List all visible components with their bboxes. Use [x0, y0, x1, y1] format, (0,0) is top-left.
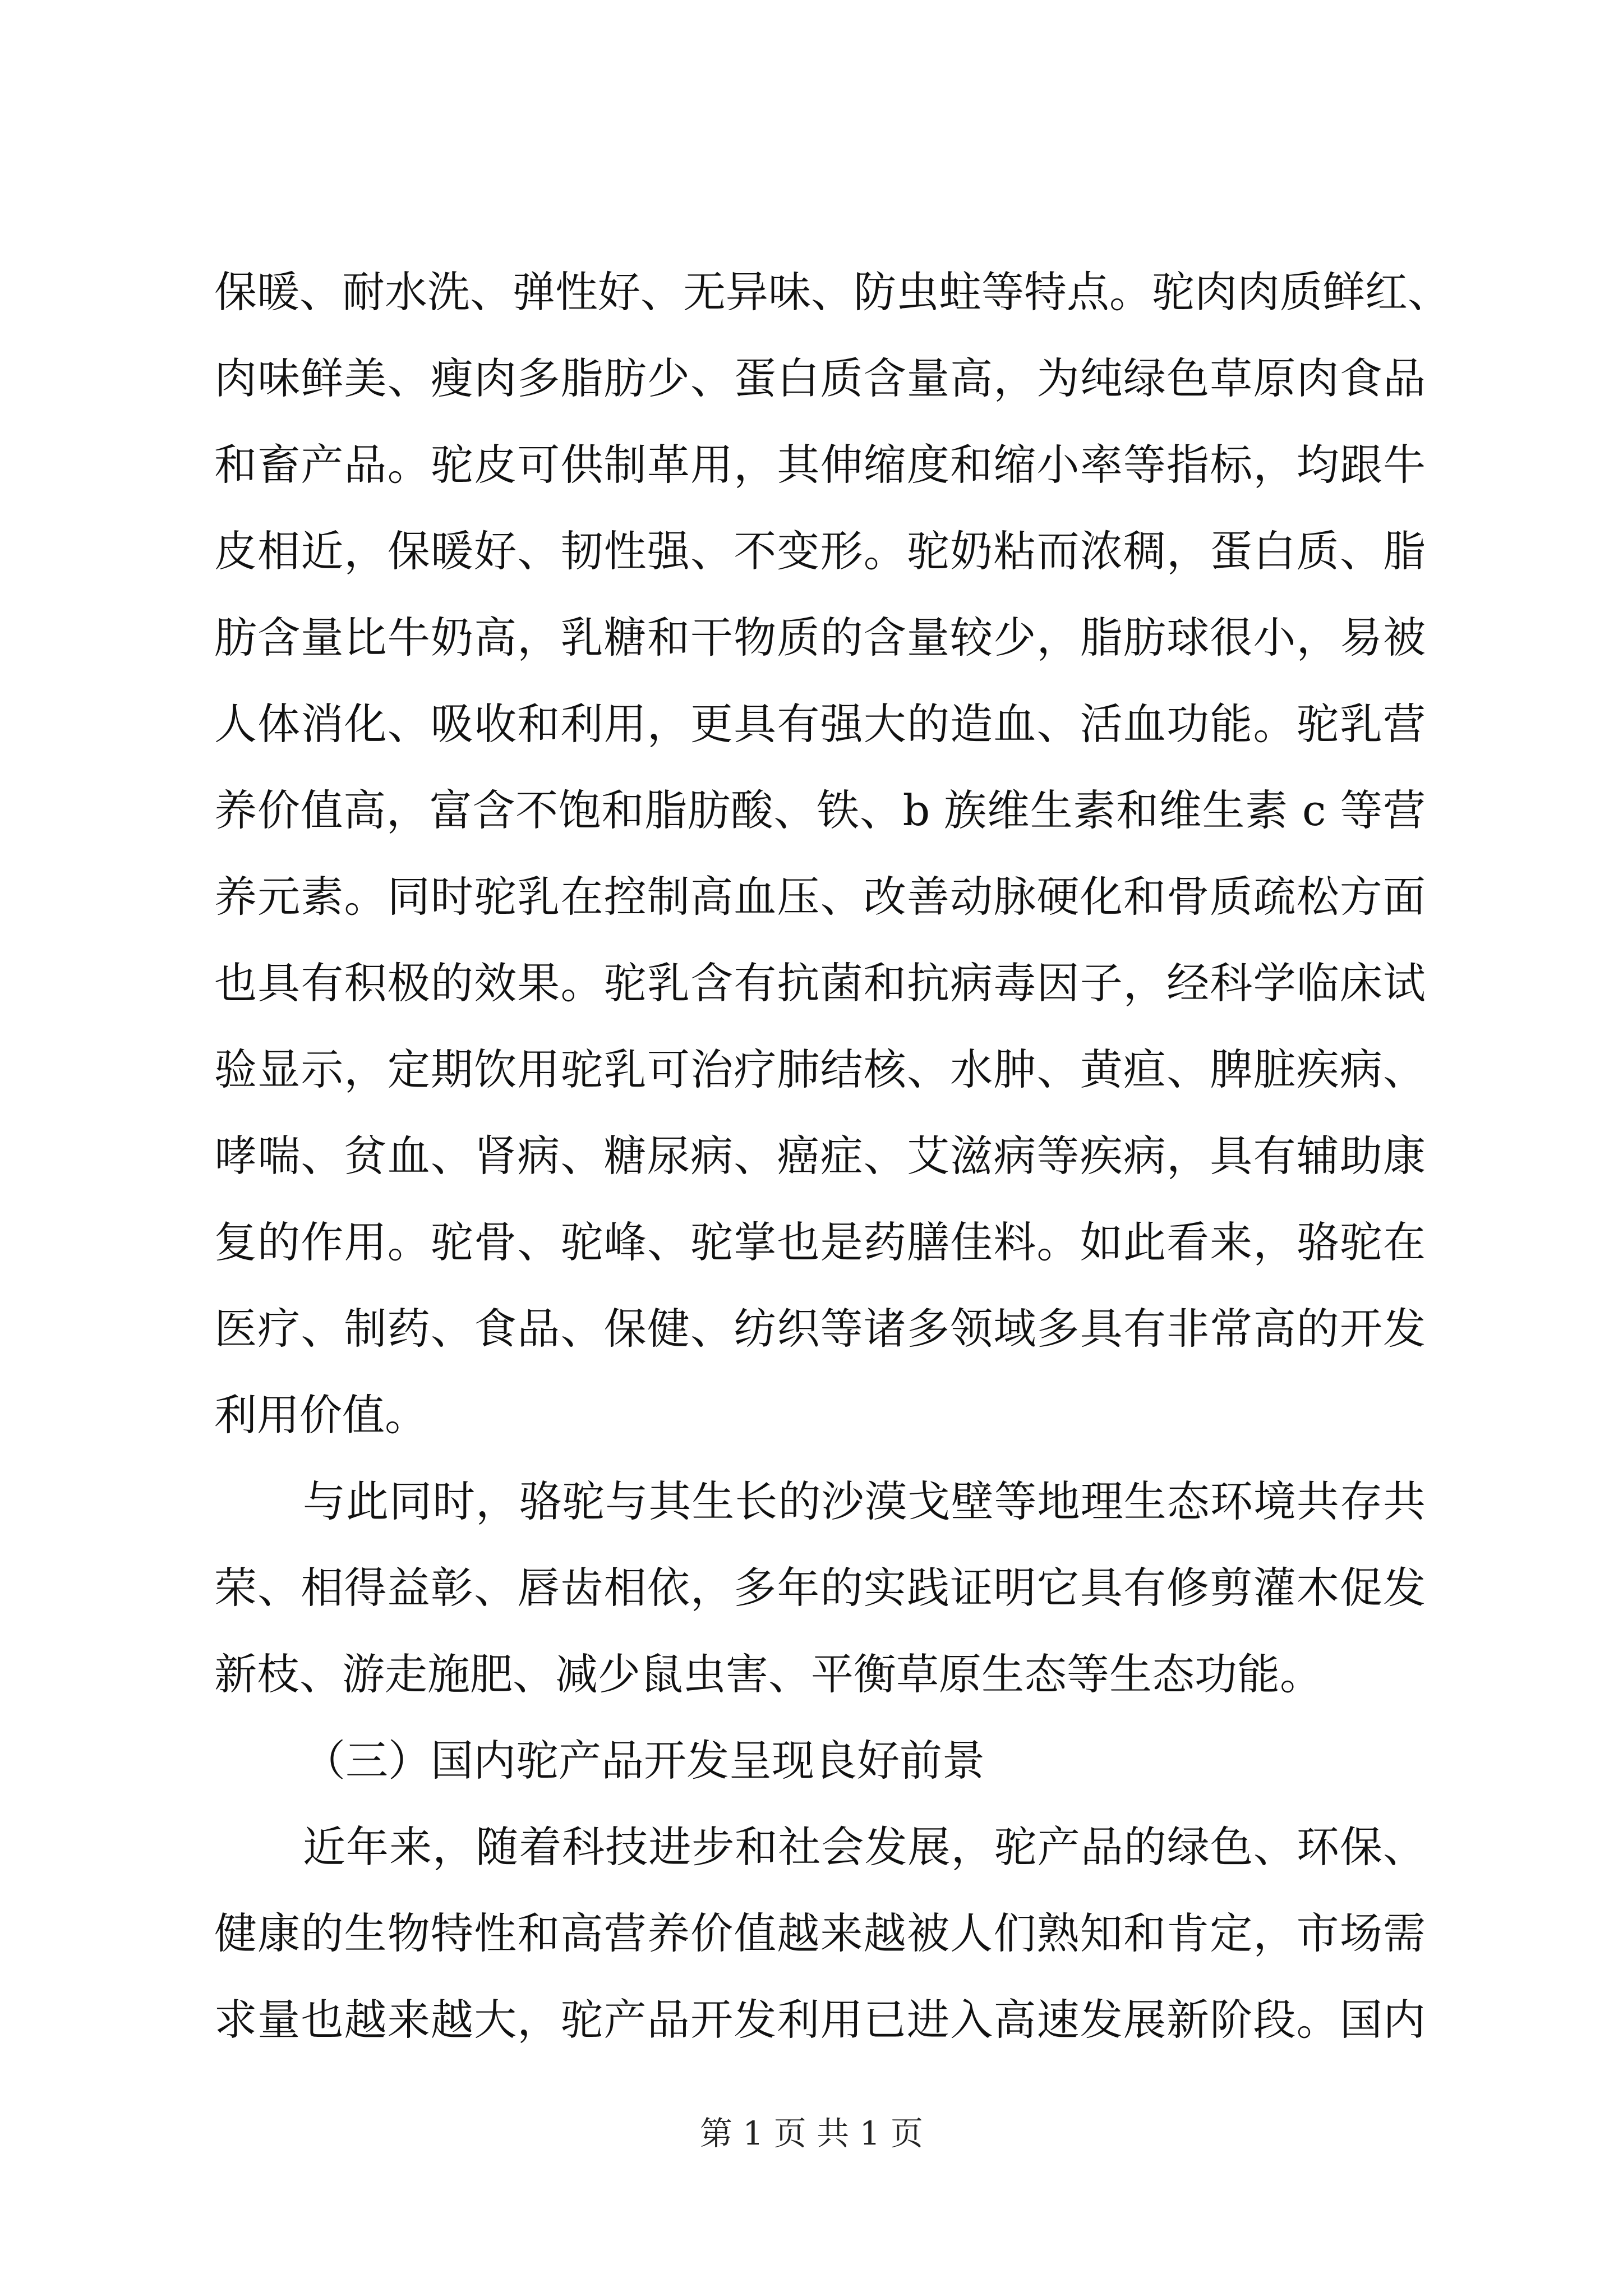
body-text-line: 求量也越来越大，驼产品开发利用已进入高速发展新阶段。国内 [214, 1995, 1426, 2045]
paragraph-first-line: 与此同时，骆驼与其生长的沙漠戈壁等地理生态环境共存共 [303, 1476, 1426, 1526]
page-footer: 第 1 页 共 1 页 [700, 2114, 923, 2152]
body-text-line: 验显示，定期饮用驼乳可治疗肺结核、水肿、黄疸、脾脏疾病、 [214, 1045, 1426, 1094]
body-text-line: 复的作用。驼骨、驼峰、驼掌也是药膳佳料。如此看来，骆驼在 [214, 1217, 1426, 1267]
body-text-line: 医疗、制药、食品、保健、纺织等诸多领域多具有非常高的开发 [214, 1304, 1426, 1354]
body-text-line: 保暖、耐水洗、弹性好、无异味、防虫蛀等特点。驼肉肉质鲜红、 [214, 267, 1450, 317]
body-text-line: 皮相近，保暖好、韧性强、不变形。驼奶粘而浓稠，蛋白质、脂 [214, 526, 1426, 576]
body-text-line: 哮喘、贫血、肾病、糖尿病、癌症、艾滋病等疾病，具有辅助康 [214, 1131, 1426, 1181]
body-text-line: 也具有积极的效果。驼乳含有抗菌和抗病毒因子，经科学临床试 [214, 958, 1426, 1008]
body-text-line: 养价值高，富含不饱和脂肪酸、铁、b 族维生素和维生素 c 等营 [214, 785, 1426, 835]
body-text-line: 利用价值。 [214, 1390, 427, 1440]
body-text-line: 养元素。同时驼乳在控制高血压、改善动脉硬化和骨质疏松方面 [214, 872, 1426, 922]
body-text-line: 健康的生物特性和高营养价值越来越被人们熟知和肯定，市场需 [214, 1908, 1426, 1958]
paragraph-first-line: 近年来，随着科技进步和社会发展，驼产品的绿色、环保、 [303, 1822, 1426, 1872]
body-text-line: 和畜产品。驼皮可供制革用，其伸缩度和缩小率等指标，均跟牛 [214, 440, 1426, 490]
body-text-line: 荣、相得益彰、唇齿相依，多年的实践证明它具有修剪灌木促发 [214, 1563, 1426, 1613]
body-text-line: 肪含量比牛奶高，乳糖和干物质的含量较少，脂肪球很小，易被 [214, 613, 1426, 662]
section-heading: （三）国内驼产品开发呈现良好前景 [303, 1736, 985, 1786]
body-text-line: 人体消化、吸收和利用，更具有强大的造血、活血功能。驼乳营 [214, 699, 1426, 749]
body-text-line: 新枝、游走施肥、减少鼠虫害、平衡草原生态等生态功能。 [214, 1649, 1322, 1699]
body-text-line: 肉味鲜美、瘦肉多脂肪少、蛋白质含量高，为纯绿色草原肉食品 [214, 353, 1426, 403]
